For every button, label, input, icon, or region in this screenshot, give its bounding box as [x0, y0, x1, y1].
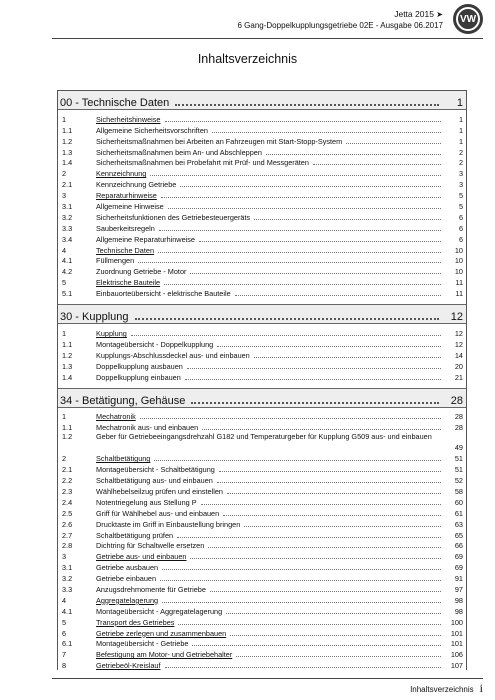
entry-page: 1 — [458, 125, 463, 135]
dot-leader — [154, 460, 441, 461]
entry-page: 5 — [458, 191, 463, 201]
dot-leader — [175, 104, 439, 106]
entry-page: 69 — [454, 552, 463, 562]
entry-page: 14 — [454, 350, 463, 360]
dot-leader — [201, 504, 441, 505]
toc-entry[interactable] — [58, 452, 466, 463]
entry-page: 11 — [455, 278, 463, 288]
entry-page: 98 — [454, 606, 463, 616]
dot-leader — [210, 591, 441, 592]
entry-title: Doppelkupplung ausbauen — [96, 361, 183, 371]
entry-number: 4 — [62, 595, 67, 605]
entry-title: Schaltbetätigung prüfen — [96, 530, 174, 540]
vw-logo-icon — [453, 4, 483, 34]
entry-page: 69 — [454, 563, 463, 573]
toc-entry[interactable] — [58, 371, 466, 382]
toc-entry[interactable] — [58, 583, 466, 594]
entry-title: Montageübersicht - Getriebe — [96, 639, 189, 649]
entry-title: Kupplung — [96, 329, 127, 339]
entry-number: 1 — [62, 114, 67, 124]
entry-number: 1.3 — [62, 361, 73, 371]
toc-entry[interactable] — [58, 244, 466, 255]
dot-leader — [208, 547, 441, 548]
dot-leader — [219, 471, 441, 472]
entry-title: Allgemeine Sicherheitsvorschriften — [96, 125, 208, 135]
header-model-text: Jetta 2015 — [394, 9, 434, 19]
entry-number: 1.3 — [62, 147, 73, 157]
section-page: 12 — [450, 311, 463, 324]
dot-leader — [230, 635, 441, 636]
toc-entry[interactable] — [58, 561, 466, 572]
dot-leader — [138, 262, 441, 263]
entry-page: 100 — [450, 617, 463, 627]
dot-leader — [191, 402, 439, 404]
logo-text: VW — [456, 7, 480, 31]
toc-entry[interactable] — [58, 167, 466, 178]
entry-page: 20 — [454, 361, 463, 371]
dot-leader — [223, 515, 441, 516]
entry-title: Allgemeine Hinweise — [96, 202, 164, 212]
entry-number: 4.1 — [62, 606, 73, 616]
entry-number: 2.8 — [62, 541, 73, 551]
entry-number: 4.1 — [62, 256, 73, 266]
entry-title: Schaltbetätigung — [96, 454, 151, 464]
toc-entry[interactable] — [58, 338, 466, 349]
entry-title: Doppelkupplung einbauen — [96, 372, 181, 382]
entry-page: 98 — [454, 595, 463, 605]
entry-number: 8 — [62, 661, 67, 671]
toc-entry[interactable] — [58, 529, 466, 540]
section-gap — [58, 382, 466, 386]
entry-title: Zuordnung Getriebe - Motor — [96, 267, 187, 277]
dot-leader — [150, 175, 441, 176]
toc-entry[interactable] — [58, 572, 466, 583]
dot-leader — [135, 318, 440, 320]
entry-title: Getriebe zerlegen und zusammenbauen — [96, 628, 227, 638]
entry-title: Allgemeine Reparaturhinweise — [96, 234, 195, 244]
entry-page: 5 — [458, 202, 463, 212]
dot-leader — [161, 197, 441, 198]
entry-page: 58 — [454, 486, 463, 496]
toc-entry[interactable] — [58, 616, 466, 627]
entry-page: 91 — [454, 574, 463, 584]
entry-title: Notentriegelung aus Stellung P — [96, 497, 197, 507]
dot-leader — [227, 493, 441, 494]
section-title: 30 - Kupplung — [60, 311, 129, 324]
toc-entry[interactable] — [58, 200, 466, 211]
dot-leader — [180, 186, 441, 187]
entry-title: Sicherheitshinweise — [96, 114, 161, 124]
entry-title: Montageübersicht - Schaltbetätigung — [96, 465, 215, 475]
dot-leader — [158, 252, 441, 253]
toc-entry[interactable] — [58, 627, 466, 638]
toc-entry[interactable] — [58, 594, 466, 605]
entry-page: 97 — [454, 584, 463, 594]
entry-number: 4 — [62, 245, 67, 255]
entry-title: Schaltbetätigung aus- und einbauen — [96, 476, 213, 486]
section-heading[interactable] — [58, 304, 466, 324]
entry-number: 2.6 — [62, 519, 73, 529]
entry-number: 6 — [62, 628, 67, 638]
entry-page: 1 — [458, 114, 463, 124]
entry-number: 2.2 — [62, 476, 73, 486]
entry-page: 107 — [450, 661, 463, 671]
toc-entry[interactable] — [58, 421, 466, 432]
toc-entry[interactable] — [58, 349, 466, 360]
section-heading[interactable] — [58, 388, 466, 408]
toc-entry[interactable] — [58, 189, 466, 200]
toc-entry[interactable] — [58, 638, 466, 649]
entry-title: Sauberkeitsregeln — [96, 223, 155, 233]
entry-title: Sicherheitsmaßnahmen bei Probefahrt mit Prüf- und Messgeräten — [96, 158, 309, 168]
entry-title: Elektrische Bauteile — [96, 278, 161, 288]
dot-leader — [160, 580, 441, 581]
entry-number: 2 — [62, 454, 67, 464]
entry-title: Kennzeichnung — [96, 169, 147, 179]
dot-leader — [190, 273, 441, 274]
dot-leader — [313, 164, 441, 165]
entry-page: 66 — [454, 541, 463, 551]
entry-number: 1.1 — [62, 423, 73, 433]
entry-title: Griff für Wählhebel aus- und einbauen — [96, 508, 220, 518]
entry-number: 2.4 — [62, 497, 73, 507]
entry-title: Mechatronik — [96, 412, 136, 422]
toc-entry[interactable] — [58, 474, 466, 485]
dot-leader — [235, 295, 441, 296]
dot-leader — [178, 624, 441, 625]
toc-entry[interactable] — [58, 648, 466, 659]
toc-entry[interactable] — [58, 255, 466, 266]
entry-page: 28 — [454, 412, 463, 422]
header-model — [238, 9, 444, 20]
dot-leader — [254, 357, 441, 358]
toc-entry[interactable] — [58, 540, 466, 551]
entry-number: 3 — [62, 552, 67, 562]
entry-page: 28 — [454, 423, 463, 433]
toc-entry[interactable] — [58, 432, 466, 452]
entry-number: 1.4 — [62, 158, 73, 168]
toc-entry[interactable] — [58, 463, 466, 474]
entry-number: 4.2 — [62, 267, 73, 277]
entry-page: 3 — [458, 169, 463, 179]
dot-leader — [202, 429, 441, 430]
section-title: 34 - Betätigung, Gehäuse — [60, 394, 186, 407]
toc-entry[interactable] — [58, 135, 466, 146]
dot-leader — [244, 526, 441, 527]
toc-entry[interactable] — [58, 276, 466, 287]
entry-number: 1.2 — [62, 432, 73, 442]
toc-entry[interactable] — [58, 360, 466, 371]
entry-title: Kennzeichnung Getriebe — [96, 180, 177, 190]
dot-leader — [165, 667, 442, 668]
entry-title: Wählhebelseilzug prüfen und einstellen — [96, 486, 223, 496]
page-header — [238, 9, 444, 31]
entry-page: 11 — [455, 289, 463, 299]
toc-entry[interactable] — [58, 496, 466, 507]
toc-entry[interactable] — [58, 113, 466, 124]
dot-leader — [140, 418, 441, 419]
toc-entry[interactable] — [58, 157, 466, 168]
entry-title: Einbauorteübersicht - elektrische Bauteile — [96, 289, 231, 299]
toc-entry[interactable] — [58, 178, 466, 189]
dot-leader — [199, 241, 441, 242]
entry-title: Aggregatelagerung — [96, 595, 159, 605]
entry-number: 2 — [62, 169, 67, 179]
entry-page: 2 — [458, 158, 463, 168]
dot-leader — [212, 132, 441, 133]
page-title: Inhaltsverzeichnis — [197, 52, 298, 66]
entry-number: 3.3 — [62, 584, 73, 594]
dot-leader — [226, 613, 441, 614]
entry-title: Geber für Getriebeeingangsdrehzahl G182 und Temperaturgeber für Kupplung G509 aus- und einbauen — [96, 432, 432, 442]
entry-page: 6 — [458, 234, 463, 244]
entry-page: 6 — [458, 223, 463, 233]
dot-leader — [217, 482, 441, 483]
entry-page: 10 — [454, 245, 463, 255]
dot-leader — [177, 537, 441, 538]
entry-number: 3.4 — [62, 234, 73, 244]
entry-number: 1 — [62, 329, 67, 339]
entry-number: 5 — [62, 278, 67, 288]
entry-number: 3.3 — [62, 223, 73, 233]
entry-title: Montageübersicht - Doppelkupplung — [96, 339, 214, 349]
entry-title: Montageübersicht - Aggregatelagerung — [96, 606, 223, 616]
entry-number: 5 — [62, 617, 67, 627]
entry-number: 1.1 — [62, 339, 73, 349]
entry-number: 1.1 — [62, 125, 73, 135]
entry-number: 3.1 — [62, 563, 73, 573]
dot-leader — [164, 284, 441, 285]
entry-title: Sicherheitsfunktionen des Getriebesteuergeräts — [96, 212, 251, 222]
toc-entry[interactable] — [58, 233, 466, 244]
dot-leader — [187, 368, 441, 369]
entry-number: 1.2 — [62, 136, 73, 146]
footer-divider — [52, 678, 483, 679]
entry-title: Dichtring für Schaltwelle ersetzen — [96, 541, 205, 551]
entry-page: 63 — [454, 519, 463, 529]
entry-title: Mechatronik aus- und einbauen — [96, 423, 199, 433]
dot-leader — [162, 602, 441, 603]
entry-page: 3 — [458, 180, 463, 190]
dot-leader — [162, 569, 441, 570]
toc-entry[interactable] — [58, 265, 466, 276]
entry-number: 2.1 — [62, 180, 73, 190]
entry-page: 61 — [454, 508, 463, 518]
entry-number: 1.2 — [62, 350, 73, 360]
entry-number: 3.1 — [62, 202, 73, 212]
toc-entry[interactable] — [58, 146, 466, 157]
entry-page: 60 — [454, 497, 463, 507]
header-divider — [52, 38, 483, 39]
entry-title: Anzugsdrehmomente für Getriebe — [96, 584, 206, 594]
entry-number: 2.1 — [62, 465, 73, 475]
entry-number: 1.4 — [62, 372, 73, 382]
toc-entry[interactable] — [58, 327, 466, 338]
entry-title: Technische Daten — [96, 245, 155, 255]
entry-page: 1 — [458, 136, 463, 146]
entry-page: 10 — [454, 267, 463, 277]
entry-title: Getriebe ausbauen — [96, 563, 159, 573]
entry-title: Füllmengen — [96, 256, 135, 266]
toc-entry[interactable] — [58, 518, 466, 529]
section-heading[interactable] — [58, 91, 466, 110]
entry-number: 3.2 — [62, 212, 73, 222]
section-title: 00 - Technische Daten — [60, 97, 170, 109]
entry-title: Befestigung am Motor- und Getriebehalter — [96, 650, 233, 660]
dot-leader — [236, 656, 441, 657]
entry-page: 12 — [454, 329, 463, 339]
toc-entry[interactable] — [58, 124, 466, 135]
entry-title: Getriebeöl-Kreislauf — [96, 661, 161, 671]
dot-leader — [254, 219, 441, 220]
entry-number: 5.1 — [62, 289, 73, 299]
entry-page: 12 — [454, 339, 463, 349]
entry-title: Reparaturhinweise — [96, 191, 157, 201]
dot-leader — [190, 558, 441, 559]
entry-number: 3.2 — [62, 574, 73, 584]
entry-number: 3 — [62, 191, 67, 201]
entry-number: 1 — [62, 412, 67, 422]
footer-page-number: i — [479, 681, 483, 695]
entry-title: Drucktaste im Griff in Einbaustellung bringen — [96, 519, 241, 529]
entry-page: 21 — [454, 372, 463, 382]
page-footer — [410, 681, 483, 696]
section-page: 28 — [450, 394, 463, 407]
entry-page: 51 — [454, 454, 463, 464]
entry-page: 51 — [454, 465, 463, 475]
table-of-contents — [57, 90, 467, 670]
toc-entry[interactable] — [58, 659, 466, 670]
entry-number: 2.7 — [62, 530, 73, 540]
toc-entry[interactable] — [58, 411, 466, 422]
dot-leader — [346, 143, 441, 144]
entry-number: 6.1 — [62, 639, 73, 649]
dot-leader — [192, 645, 441, 646]
dot-leader — [266, 154, 441, 155]
toc-entry[interactable] — [58, 287, 466, 298]
entry-title: Kupplungs-Abschlussdeckel aus- und einbauen — [96, 350, 250, 360]
entry-page: 49 — [454, 443, 463, 453]
toc-entry[interactable] — [58, 550, 466, 561]
section-gap — [58, 298, 466, 302]
toc-entry[interactable] — [58, 222, 466, 233]
header-edition: 6 Gang-Doppelkupplungsgetriebe 02E - Ausgabe 06.2017 — [237, 21, 443, 30]
toc-entry[interactable] — [58, 507, 466, 518]
entry-page: 65 — [454, 530, 463, 540]
toc-entry[interactable] — [58, 211, 466, 222]
section-page: 1 — [456, 97, 463, 109]
dot-leader — [217, 346, 441, 347]
dot-leader — [165, 121, 442, 122]
toc-entry[interactable] — [58, 605, 466, 616]
dot-leader — [185, 379, 441, 380]
arrow-icon: ➤ — [436, 10, 443, 19]
entry-title: Sicherheitsmaßnahmen beim An- und Abschleppen — [96, 147, 262, 157]
dot-leader — [168, 208, 441, 209]
entry-page: 2 — [458, 147, 463, 157]
entry-page: 10 — [454, 256, 463, 266]
entry-page: 101 — [450, 628, 463, 638]
toc-entry[interactable] — [58, 485, 466, 496]
footer-label: Inhaltsverzeichnis — [410, 685, 474, 694]
dot-leader — [131, 335, 441, 336]
entry-page: 52 — [454, 476, 463, 486]
entry-title: Getriebe einbauen — [96, 574, 157, 584]
entry-page: 101 — [450, 639, 463, 649]
entry-title: Getriebe aus- und einbauen — [96, 552, 187, 562]
entry-number: 2.3 — [62, 486, 73, 496]
entry-number: 2.5 — [62, 508, 73, 518]
entry-title: Sicherheitsmaßnahmen bei Arbeiten an Fahrzeugen mit Start-Stopp-System — [96, 136, 343, 146]
dot-leader — [159, 230, 441, 231]
entry-title: Transport des Getriebes — [96, 617, 175, 627]
entry-page: 6 — [458, 212, 463, 222]
entry-number: 7 — [62, 650, 67, 660]
entry-page: 106 — [450, 650, 463, 660]
